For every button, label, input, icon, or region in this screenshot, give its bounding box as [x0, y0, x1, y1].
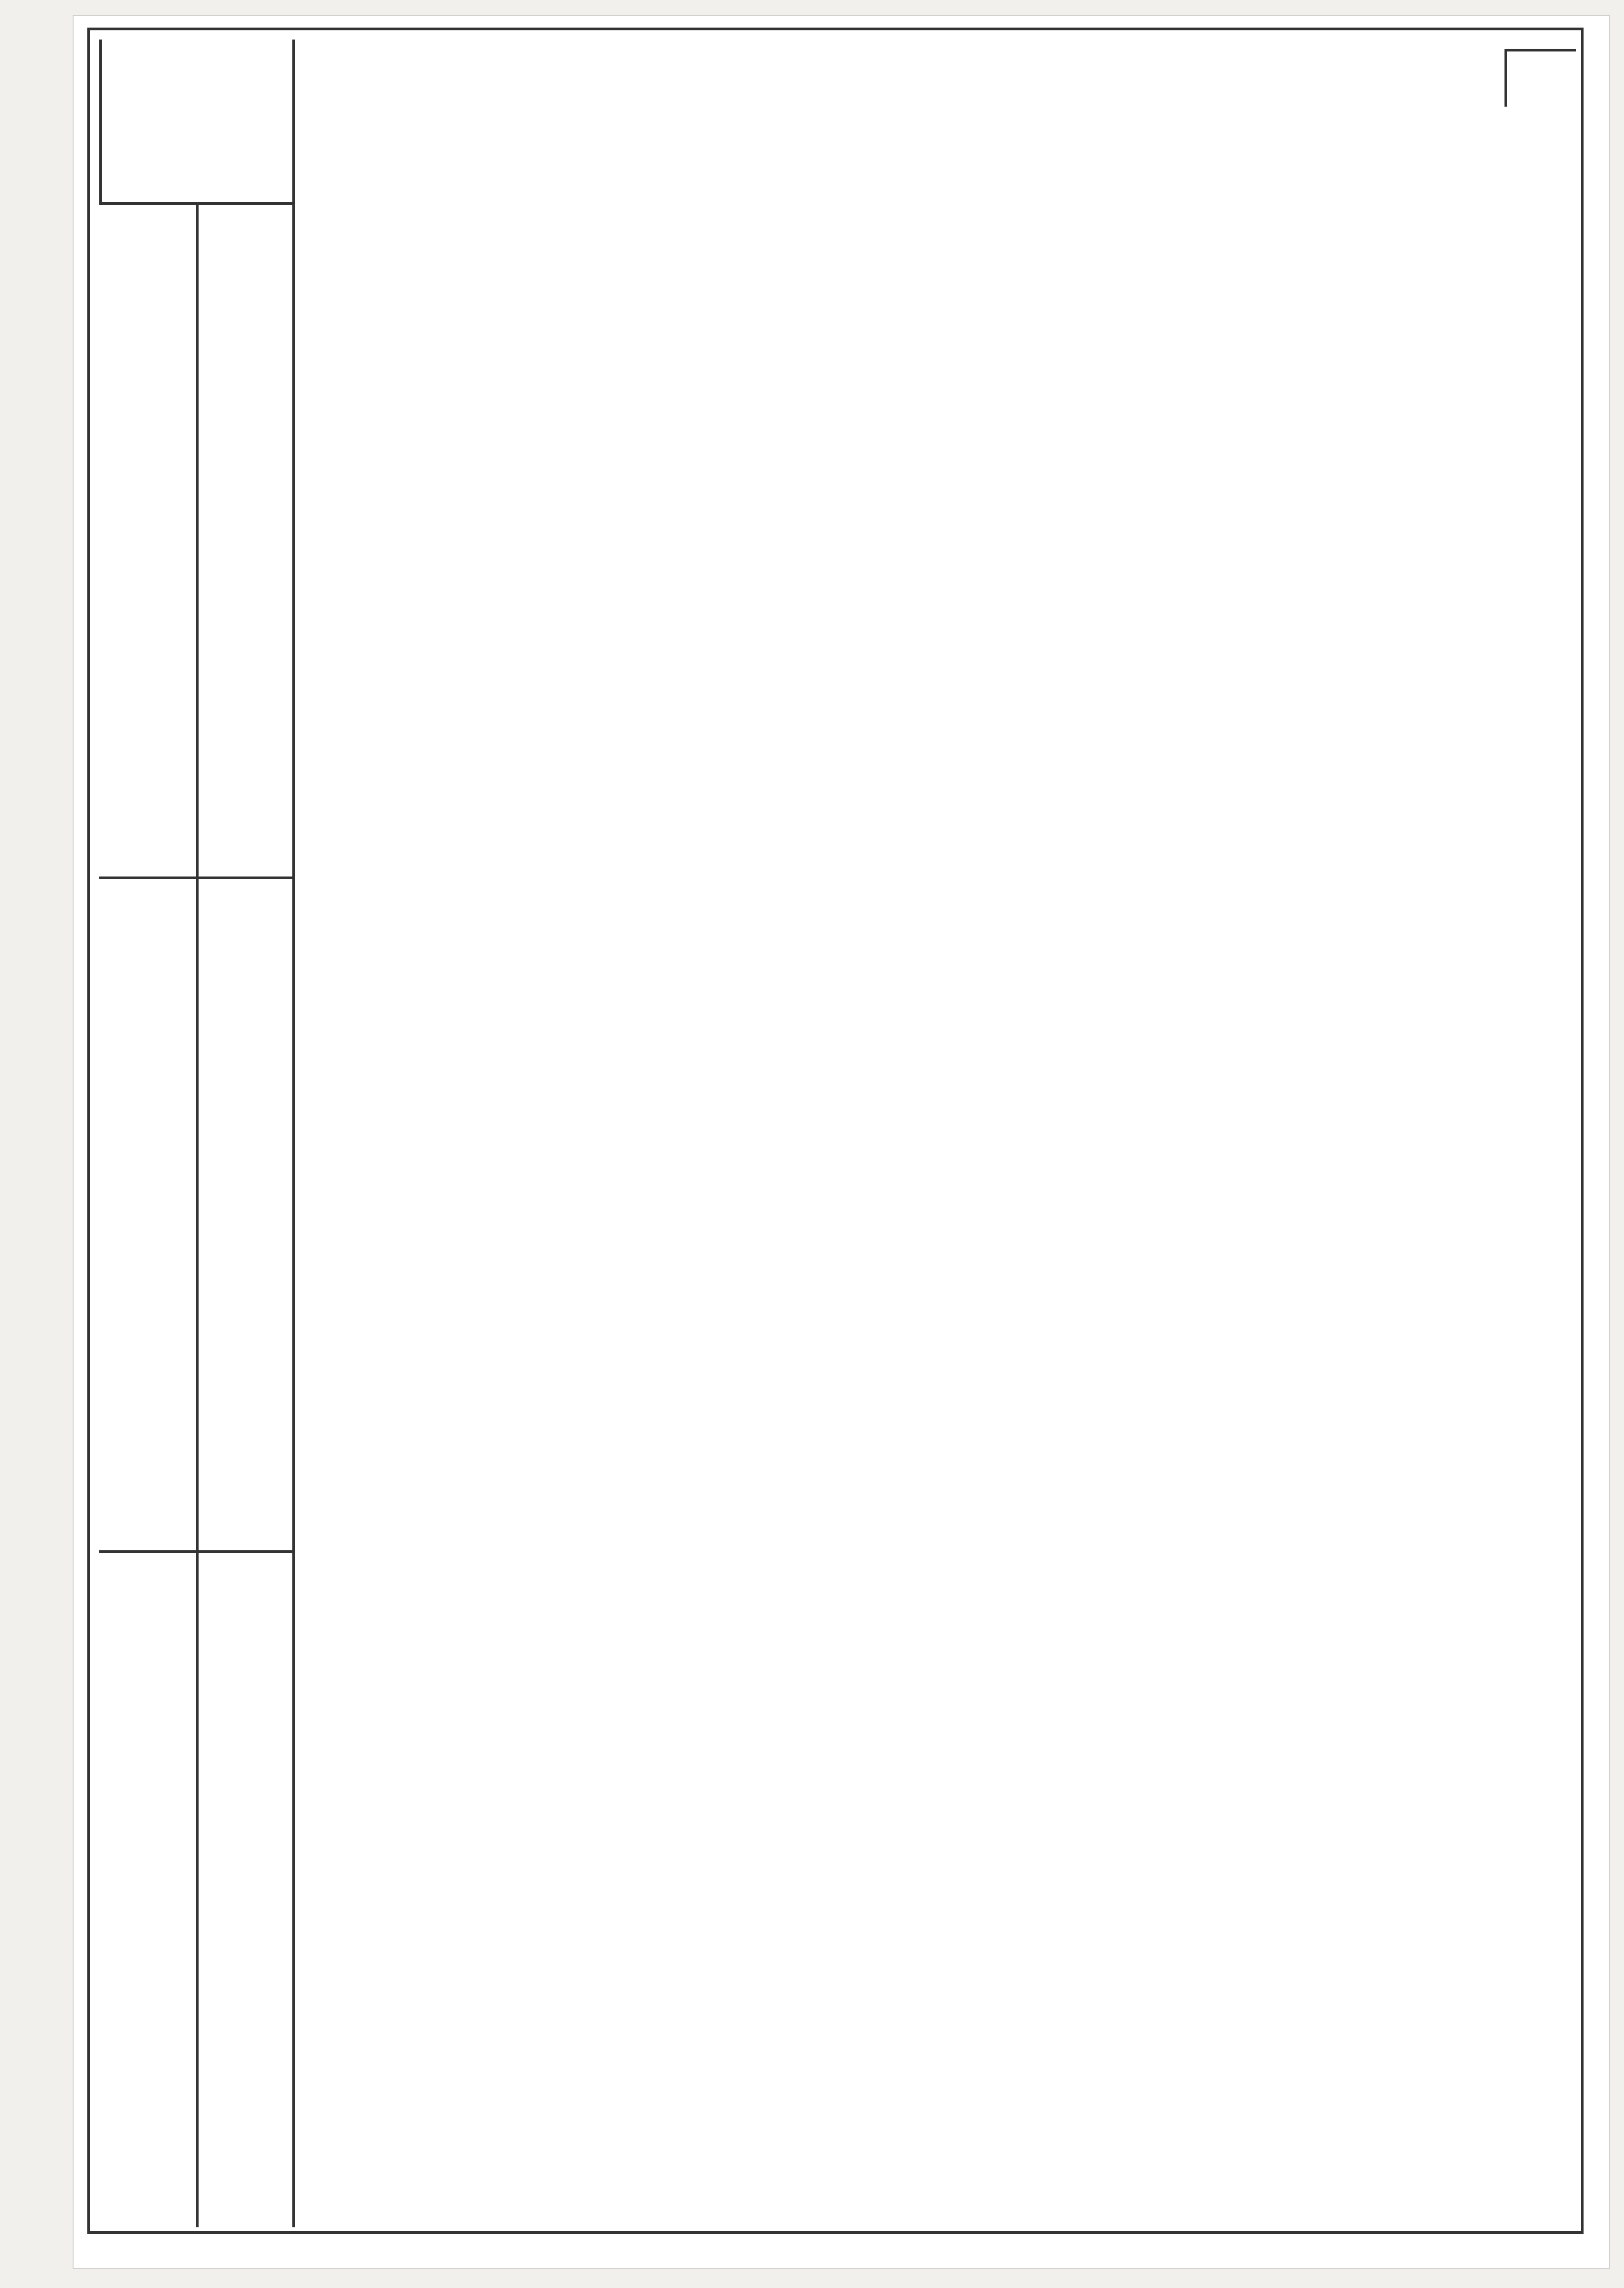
- text-column-left: [341, 72, 1550, 1051]
- year: [99, 205, 196, 879]
- issue-and-sheet: [99, 1553, 196, 2227]
- title-block: [99, 40, 295, 2227]
- rotated-content: [90, 30, 1586, 2237]
- sheet-frame: [87, 28, 1584, 2234]
- drawing-name-line2: [99, 879, 196, 1554]
- document-title: [99, 40, 292, 205]
- text-body: [341, 72, 1550, 2085]
- text-column-right: [341, 1106, 1550, 2085]
- drawing-name-line1: [196, 879, 292, 1554]
- drawing-sheet: [74, 16, 1609, 2268]
- series-label: [196, 1553, 292, 2227]
- developer-code: [196, 205, 292, 879]
